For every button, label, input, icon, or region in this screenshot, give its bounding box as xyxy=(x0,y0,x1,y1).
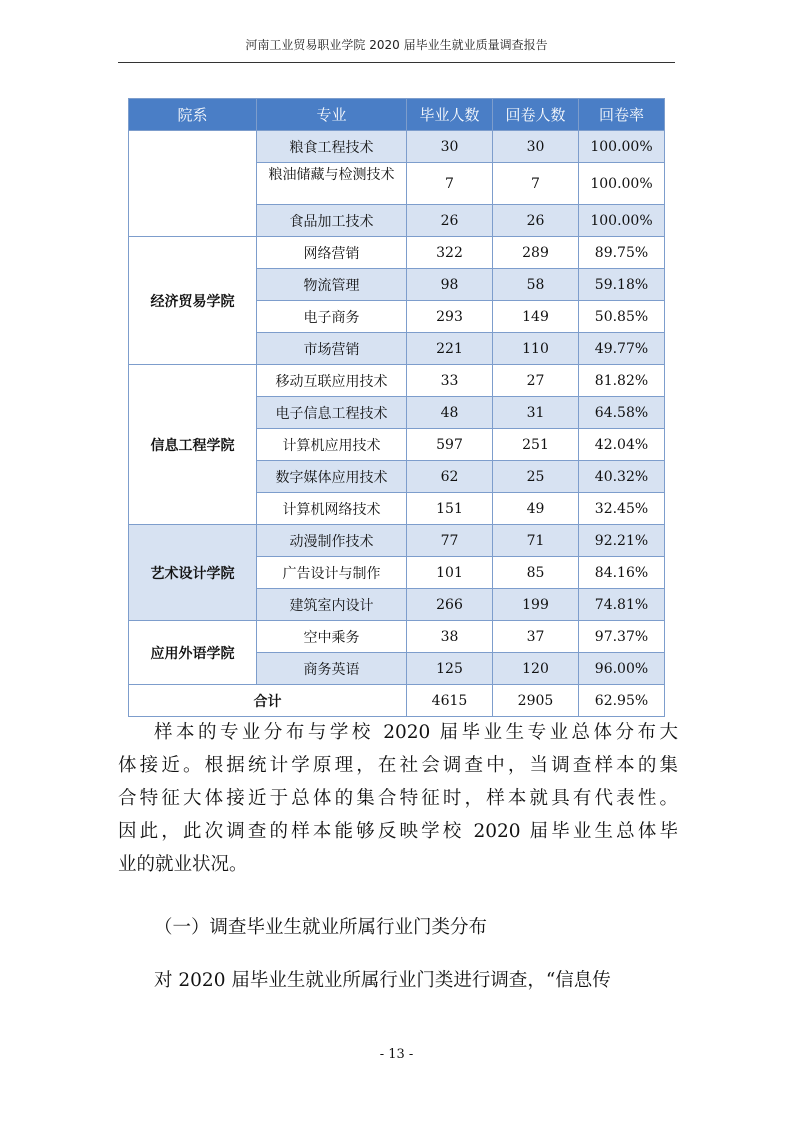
college-cell: 艺术设计学院 xyxy=(129,525,257,621)
body-paragraph-sample-distribution xyxy=(118,716,678,881)
rate-cell: 59.18% xyxy=(579,269,665,301)
graduates-cell: 30 xyxy=(407,131,493,163)
body-paragraph-industry: 对 2020 届毕业生就业所属行业门类进行调查，“信息传 xyxy=(154,970,611,991)
graduates-cell: 77 xyxy=(407,525,493,557)
total-label: 合计 xyxy=(129,685,407,717)
header-divider xyxy=(118,62,675,63)
rate-cell: 84.16% xyxy=(579,557,665,589)
major-cell: 食品加工技术 xyxy=(257,205,407,237)
responses-cell: 120 xyxy=(493,653,579,685)
paragraph-line: 因此，此次调查的样本能够反映学校 2020 届毕业生总体毕 xyxy=(118,821,678,842)
major-cell: 网络营销 xyxy=(257,237,407,269)
major-cell: 粮食工程技术 xyxy=(257,131,407,163)
major-cell: 广告设计与制作 xyxy=(257,557,407,589)
responses-cell: 85 xyxy=(493,557,579,589)
major-cell: 数字媒体应用技术 xyxy=(257,461,407,493)
graduates-cell: 221 xyxy=(407,333,493,365)
graduates-cell: 266 xyxy=(407,589,493,621)
college-cell: 经济贸易学院 xyxy=(129,237,257,365)
graduates-cell: 62 xyxy=(407,461,493,493)
major-cell: 电子信息工程技术 xyxy=(257,397,407,429)
paragraph-line: 业的就业状况。 xyxy=(118,854,248,875)
rate-cell: 97.37% xyxy=(579,621,665,653)
total-rate: 62.95% xyxy=(579,685,665,717)
major-cell: 粮油储藏与检测技术 xyxy=(257,163,407,205)
responses-cell: 25 xyxy=(493,461,579,493)
rate-cell: 89.75% xyxy=(579,237,665,269)
responses-cell: 58 xyxy=(493,269,579,301)
college-cell: 应用外语学院 xyxy=(129,621,257,685)
table-row xyxy=(129,365,665,397)
graduates-cell: 33 xyxy=(407,365,493,397)
rate-cell: 81.82% xyxy=(579,365,665,397)
graduates-cell: 98 xyxy=(407,269,493,301)
major-cell: 动漫制作技术 xyxy=(257,525,407,557)
table-row xyxy=(129,525,665,557)
rate-cell: 100.00% xyxy=(579,205,665,237)
header-rate: 回卷率 xyxy=(579,99,665,131)
responses-cell: 289 xyxy=(493,237,579,269)
header-graduates: 毕业人数 xyxy=(407,99,493,131)
rate-cell: 96.00% xyxy=(579,653,665,685)
responses-cell: 49 xyxy=(493,493,579,525)
total-responses: 2905 xyxy=(493,685,579,717)
rate-cell: 64.58% xyxy=(579,397,665,429)
major-cell: 物流管理 xyxy=(257,269,407,301)
responses-cell: 7 xyxy=(493,163,579,205)
graduates-cell: 101 xyxy=(407,557,493,589)
paragraph-line: 合特征大体接近于总体的集合特征时，样本就具有代表性。 xyxy=(118,788,678,809)
responses-cell: 31 xyxy=(493,397,579,429)
header-responses: 回卷人数 xyxy=(493,99,579,131)
header-college: 院系 xyxy=(129,99,257,131)
responses-cell: 37 xyxy=(493,621,579,653)
paragraph-line: 体接近。根据统计学原理，在社会调查中，当调查样本的集 xyxy=(118,755,678,776)
major-cell: 电子商务 xyxy=(257,301,407,333)
graduates-cell: 48 xyxy=(407,397,493,429)
responses-cell: 110 xyxy=(493,333,579,365)
rate-cell: 40.32% xyxy=(579,461,665,493)
major-cell: 移动互联应用技术 xyxy=(257,365,407,397)
responses-cell: 26 xyxy=(493,205,579,237)
responses-cell: 149 xyxy=(493,301,579,333)
graduates-cell: 151 xyxy=(407,493,493,525)
survey-response-table xyxy=(128,98,665,717)
graduates-cell: 293 xyxy=(407,301,493,333)
rate-cell: 74.81% xyxy=(579,589,665,621)
graduates-cell: 322 xyxy=(407,237,493,269)
rate-cell: 32.45% xyxy=(579,493,665,525)
table-row xyxy=(129,131,665,163)
table-header-row xyxy=(129,99,665,131)
section-heading: （一）调查毕业生就业所属行业门类分布 xyxy=(154,917,488,938)
rate-cell: 50.85% xyxy=(579,301,665,333)
rate-cell: 100.00% xyxy=(579,163,665,205)
graduates-cell: 26 xyxy=(407,205,493,237)
table-total-row xyxy=(129,685,665,717)
major-cell: 计算机网络技术 xyxy=(257,493,407,525)
header-major: 专业 xyxy=(257,99,407,131)
rate-cell: 92.21% xyxy=(579,525,665,557)
graduates-cell: 7 xyxy=(407,163,493,205)
rate-cell: 42.04% xyxy=(579,429,665,461)
responses-cell: 199 xyxy=(493,589,579,621)
page-number: - 13 - xyxy=(379,1047,414,1062)
table-row xyxy=(129,237,665,269)
major-cell: 商务英语 xyxy=(257,653,407,685)
rate-cell: 49.77% xyxy=(579,333,665,365)
table-row xyxy=(129,621,665,653)
responses-cell: 71 xyxy=(493,525,579,557)
responses-cell: 251 xyxy=(493,429,579,461)
major-cell: 建筑室内设计 xyxy=(257,589,407,621)
graduates-cell: 38 xyxy=(407,621,493,653)
graduates-cell: 125 xyxy=(407,653,493,685)
graduates-cell: 597 xyxy=(407,429,493,461)
college-cell xyxy=(129,131,257,237)
college-cell: 信息工程学院 xyxy=(129,365,257,525)
responses-cell: 30 xyxy=(493,131,579,163)
paragraph-line: 样本的专业分布与学校 2020 届毕业生专业总体分布大 xyxy=(154,722,678,743)
major-cell: 计算机应用技术 xyxy=(257,429,407,461)
responses-cell: 27 xyxy=(493,365,579,397)
header-title: 河南工业贸易职业学院 2020 届毕业生就业质量调查报告 xyxy=(245,38,548,52)
rate-cell: 100.00% xyxy=(579,131,665,163)
major-cell: 市场营销 xyxy=(257,333,407,365)
total-graduates: 4615 xyxy=(407,685,493,717)
major-cell: 空中乘务 xyxy=(257,621,407,653)
